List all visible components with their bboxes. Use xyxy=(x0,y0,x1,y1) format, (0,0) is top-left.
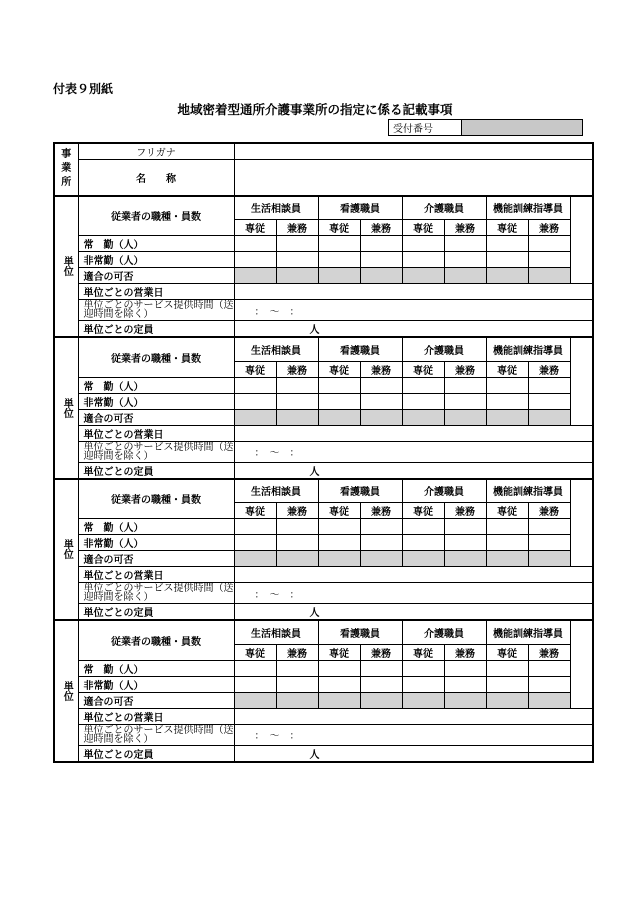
unit-3-sub-header-concurrent: 兼務 xyxy=(444,503,486,519)
unit-4-business-days-label: 単位ごとの営業日 xyxy=(78,708,234,724)
unit-4-parttime-cell[interactable] xyxy=(276,676,318,692)
unit-1-parttime-cell[interactable] xyxy=(486,252,528,268)
unit-2-blank-column xyxy=(570,337,593,425)
unit-3-sub-header-dedicated: 専従 xyxy=(234,503,276,519)
unit-2-capacity-field[interactable]: 人 xyxy=(234,462,593,479)
unit-2-parttime-cell[interactable] xyxy=(444,393,486,409)
unit-3-parttime-cell[interactable] xyxy=(234,535,276,551)
unit-3-parttime-cell[interactable] xyxy=(486,535,528,551)
unit-4-fulltime-cell[interactable] xyxy=(234,660,276,676)
unit-2-compliance-cell[interactable] xyxy=(318,409,360,425)
unit-4-capacity-label: 単位ごとの定員 xyxy=(78,745,234,762)
unit-4-compliance-cell[interactable] xyxy=(234,692,276,708)
unit-4-staff-header: 従業者の職種・員数 xyxy=(78,620,234,660)
unit-2-compliance-cell[interactable] xyxy=(234,409,276,425)
unit-2-sub-header-concurrent: 兼務 xyxy=(276,361,318,377)
unit-4-row-compliance-label: 適合の可否 xyxy=(78,692,234,708)
unit-1-compliance-cell[interactable] xyxy=(318,268,360,284)
unit-1-compliance-cell[interactable] xyxy=(360,268,402,284)
unit-3-compliance-cell[interactable] xyxy=(318,551,360,567)
unit-2-job-type-header: 看護職員 xyxy=(318,337,402,361)
furigana-field[interactable] xyxy=(234,143,593,160)
unit-2-fulltime-cell[interactable] xyxy=(444,377,486,393)
unit-2-parttime-cell[interactable] xyxy=(360,393,402,409)
unit-4-compliance-cell[interactable] xyxy=(528,692,570,708)
unit-2-fulltime-cell[interactable] xyxy=(276,377,318,393)
unit-4-job-type-header: 生活相談員 xyxy=(234,620,318,644)
unit-1-compliance-cell[interactable] xyxy=(486,268,528,284)
unit-2-parttime-cell[interactable] xyxy=(318,393,360,409)
unit-1-job-type-header: 看護職員 xyxy=(318,196,402,220)
unit-2-fulltime-cell[interactable] xyxy=(486,377,528,393)
unit-3-compliance-cell[interactable] xyxy=(234,551,276,567)
unit-4-sub-header-concurrent: 兼務 xyxy=(444,644,486,660)
unit-1-compliance-cell[interactable] xyxy=(276,268,318,284)
unit-2-capacity-label: 単位ごとの定員 xyxy=(78,462,234,479)
unit-4-parttime-cell[interactable] xyxy=(528,676,570,692)
unit-2-compliance-cell[interactable] xyxy=(486,409,528,425)
unit-2-fulltime-cell[interactable] xyxy=(234,377,276,393)
reception-number-box xyxy=(388,119,583,136)
unit-3-parttime-cell[interactable] xyxy=(276,535,318,551)
unit-1-vertical-label: 単位 xyxy=(54,196,78,338)
unit-4-fulltime-cell[interactable] xyxy=(318,660,360,676)
unit-3-parttime-cell[interactable] xyxy=(318,535,360,551)
unit-3-job-type-header: 看護職員 xyxy=(318,479,402,503)
unit-3-compliance-cell[interactable] xyxy=(444,551,486,567)
unit-1-sub-header-concurrent: 兼務 xyxy=(528,220,570,236)
unit-4-service-hours-label: 単位ごとのサービス提供時間（送迎時間を除く） xyxy=(78,724,234,745)
unit-4-sub-header-concurrent: 兼務 xyxy=(528,644,570,660)
unit-3-capacity-field[interactable]: 人 xyxy=(234,604,593,621)
unit-3-sub-header-dedicated: 専従 xyxy=(402,503,444,519)
unit-1-parttime-cell[interactable] xyxy=(360,252,402,268)
unit-4-compliance-cell[interactable] xyxy=(360,692,402,708)
unit-3-fulltime-cell[interactable] xyxy=(360,519,402,535)
unit-1-fulltime-cell[interactable] xyxy=(360,236,402,252)
unit-4-fulltime-cell[interactable] xyxy=(402,660,444,676)
unit-3-staff-header: 従業者の職種・員数 xyxy=(78,479,234,519)
unit-3-service-hours-field[interactable]: ： ～ ： xyxy=(234,583,593,604)
unit-3-parttime-cell[interactable] xyxy=(528,535,570,551)
unit-1-business-days-label: 単位ごとの営業日 xyxy=(78,284,234,300)
unit-4-capacity-field[interactable]: 人 xyxy=(234,745,593,762)
reception-number-field[interactable] xyxy=(462,120,583,136)
unit-1-service-hours-label: 単位ごとのサービス提供時間（送迎時間を除く） xyxy=(78,300,234,321)
unit-2-staff-header: 従業者の職種・員数 xyxy=(78,337,234,377)
unit-1-sub-header-dedicated: 専従 xyxy=(318,220,360,236)
unit-2-compliance-cell[interactable] xyxy=(528,409,570,425)
unit-3-fulltime-cell[interactable] xyxy=(528,519,570,535)
unit-4-parttime-cell[interactable] xyxy=(444,676,486,692)
office-name-field[interactable] xyxy=(234,160,593,196)
unit-3-job-type-header: 機能訓練指導員 xyxy=(486,479,570,503)
unit-2-job-type-header: 機能訓練指導員 xyxy=(486,337,570,361)
unit-2-row-fulltime-label: 常 勤（人） xyxy=(78,377,234,393)
unit-2-business-days-label: 単位ごとの営業日 xyxy=(78,425,234,441)
unit-3-compliance-cell[interactable] xyxy=(402,551,444,567)
unit-1-sub-header-concurrent: 兼務 xyxy=(360,220,402,236)
unit-4-vertical-label: 単位 xyxy=(54,620,78,762)
unit-2-fulltime-cell[interactable] xyxy=(402,377,444,393)
unit-1-blank-column xyxy=(570,196,593,284)
unit-3-fulltime-cell[interactable] xyxy=(276,519,318,535)
unit-4-fulltime-cell[interactable] xyxy=(444,660,486,676)
unit-4-compliance-cell[interactable] xyxy=(402,692,444,708)
unit-3-compliance-cell[interactable] xyxy=(528,551,570,567)
unit-1-capacity-label: 単位ごとの定員 xyxy=(78,321,234,338)
form-label: 付表９別紙 xyxy=(53,82,114,96)
unit-1-row-parttime-label: 非常勤（人） xyxy=(78,252,234,268)
unit-2-vertical-label: 単位 xyxy=(54,337,78,479)
unit-2-business-days-field[interactable] xyxy=(234,425,593,441)
unit-2-sub-header-dedicated: 専従 xyxy=(234,361,276,377)
unit-3-sub-header-concurrent: 兼務 xyxy=(360,503,402,519)
unit-2-job-type-header: 生活相談員 xyxy=(234,337,318,361)
unit-2-row-parttime-label: 非常勤（人） xyxy=(78,393,234,409)
unit-2-compliance-cell[interactable] xyxy=(444,409,486,425)
unit-1-fulltime-cell[interactable] xyxy=(444,236,486,252)
unit-2-parttime-cell[interactable] xyxy=(276,393,318,409)
unit-4-parttime-cell[interactable] xyxy=(402,676,444,692)
unit-3-sub-header-dedicated: 専従 xyxy=(486,503,528,519)
unit-4-sub-header-dedicated: 専従 xyxy=(234,644,276,660)
unit-4-business-days-field[interactable] xyxy=(234,708,593,724)
unit-2-sub-header-dedicated: 専従 xyxy=(402,361,444,377)
unit-1-parttime-cell[interactable] xyxy=(402,252,444,268)
unit-1-parttime-cell[interactable] xyxy=(234,252,276,268)
unit-2-sub-header-concurrent: 兼務 xyxy=(528,361,570,377)
unit-1-parttime-cell[interactable] xyxy=(444,252,486,268)
unit-1-compliance-cell[interactable] xyxy=(444,268,486,284)
unit-4-fulltime-cell[interactable] xyxy=(276,660,318,676)
unit-3-business-days-label: 単位ごとの営業日 xyxy=(78,567,234,583)
unit-2-service-hours-field[interactable]: ： ～ ： xyxy=(234,441,593,462)
unit-1-row-fulltime-label: 常 勤（人） xyxy=(78,236,234,252)
unit-4-sub-header-dedicated: 専従 xyxy=(402,644,444,660)
unit-4-fulltime-cell[interactable] xyxy=(528,660,570,676)
unit-1-parttime-cell[interactable] xyxy=(318,252,360,268)
unit-1-sub-header-dedicated: 専従 xyxy=(402,220,444,236)
unit-2-fulltime-cell[interactable] xyxy=(360,377,402,393)
unit-4-fulltime-cell[interactable] xyxy=(486,660,528,676)
unit-1-parttime-cell[interactable] xyxy=(276,252,318,268)
unit-1-row-compliance-label: 適合の可否 xyxy=(78,268,234,284)
unit-4-parttime-cell[interactable] xyxy=(234,676,276,692)
unit-4-row-fulltime-label: 常 勤（人） xyxy=(78,660,234,676)
page-title: 地域密着型通所介護事業所の指定に係る記載事項 xyxy=(177,102,453,117)
unit-2-parttime-cell[interactable] xyxy=(402,393,444,409)
unit-3-compliance-cell[interactable] xyxy=(360,551,402,567)
unit-2-compliance-cell[interactable] xyxy=(276,409,318,425)
unit-1-sub-header-concurrent: 兼務 xyxy=(276,220,318,236)
unit-4-compliance-cell[interactable] xyxy=(318,692,360,708)
unit-1-parttime-cell[interactable] xyxy=(528,252,570,268)
unit-4-row-parttime-label: 非常勤（人） xyxy=(78,676,234,692)
unit-3-service-hours-label: 単位ごとのサービス提供時間（送迎時間を除く） xyxy=(78,583,234,604)
unit-4-sub-header-dedicated: 専従 xyxy=(318,644,360,660)
unit-2-sub-header-concurrent: 兼務 xyxy=(444,361,486,377)
unit-2-parttime-cell[interactable] xyxy=(486,393,528,409)
unit-3-row-fulltime-label: 常 勤（人） xyxy=(78,519,234,535)
unit-3-vertical-label: 単位 xyxy=(54,479,78,621)
unit-2-service-hours-label: 単位ごとのサービス提供時間（送迎時間を除く） xyxy=(78,441,234,462)
unit-2-sub-header-dedicated: 専従 xyxy=(318,361,360,377)
unit-3-sub-header-concurrent: 兼務 xyxy=(276,503,318,519)
unit-4-parttime-cell[interactable] xyxy=(486,676,528,692)
unit-1-fulltime-cell[interactable] xyxy=(234,236,276,252)
unit-1-compliance-cell[interactable] xyxy=(528,268,570,284)
unit-1-fulltime-cell[interactable] xyxy=(528,236,570,252)
unit-3-compliance-cell[interactable] xyxy=(276,551,318,567)
unit-3-fulltime-cell[interactable] xyxy=(444,519,486,535)
unit-4-job-type-header: 機能訓練指導員 xyxy=(486,620,570,644)
unit-3-row-compliance-label: 適合の可否 xyxy=(78,551,234,567)
unit-3-sub-header-concurrent: 兼務 xyxy=(528,503,570,519)
unit-2-parttime-cell[interactable] xyxy=(528,393,570,409)
unit-1-compliance-cell[interactable] xyxy=(402,268,444,284)
unit-3-parttime-cell[interactable] xyxy=(360,535,402,551)
unit-2-compliance-cell[interactable] xyxy=(360,409,402,425)
unit-3-sub-header-dedicated: 専従 xyxy=(318,503,360,519)
unit-4-compliance-cell[interactable] xyxy=(276,692,318,708)
unit-4-sub-header-dedicated: 専従 xyxy=(486,644,528,660)
unit-4-blank-column xyxy=(570,620,593,708)
unit-3-parttime-cell[interactable] xyxy=(402,535,444,551)
unit-3-parttime-cell[interactable] xyxy=(444,535,486,551)
unit-4-job-type-header: 看護職員 xyxy=(318,620,402,644)
unit-1-fulltime-cell[interactable] xyxy=(276,236,318,252)
unit-3-business-days-field[interactable] xyxy=(234,567,593,583)
unit-3-blank-column xyxy=(570,479,593,567)
office-vertical-label: 事 業 所 xyxy=(54,143,78,196)
unit-3-row-parttime-label: 非常勤（人） xyxy=(78,535,234,551)
unit-3-job-type-header: 生活相談員 xyxy=(234,479,318,503)
unit-3-capacity-label: 単位ごとの定員 xyxy=(78,604,234,621)
unit-1-job-type-header: 介護職員 xyxy=(402,196,486,220)
unit-2-fulltime-cell[interactable] xyxy=(528,377,570,393)
unit-3-fulltime-cell[interactable] xyxy=(486,519,528,535)
unit-1-sub-header-dedicated: 専従 xyxy=(486,220,528,236)
unit-4-sub-header-concurrent: 兼務 xyxy=(360,644,402,660)
unit-2-compliance-cell[interactable] xyxy=(402,409,444,425)
unit-4-compliance-cell[interactable] xyxy=(444,692,486,708)
unit-1-fulltime-cell[interactable] xyxy=(486,236,528,252)
unit-3-fulltime-cell[interactable] xyxy=(234,519,276,535)
unit-3-compliance-cell[interactable] xyxy=(486,551,528,567)
unit-4-parttime-cell[interactable] xyxy=(360,676,402,692)
main-form-table xyxy=(53,142,594,763)
unit-1-sub-header-concurrent: 兼務 xyxy=(444,220,486,236)
unit-2-sub-header-concurrent: 兼務 xyxy=(360,361,402,377)
unit-2-sub-header-dedicated: 専従 xyxy=(486,361,528,377)
unit-4-job-type-header: 介護職員 xyxy=(402,620,486,644)
unit-4-service-hours-field[interactable]: ： ～ ： xyxy=(234,724,593,745)
unit-3-fulltime-cell[interactable] xyxy=(318,519,360,535)
unit-1-fulltime-cell[interactable] xyxy=(402,236,444,252)
office-name-label: 名 称 xyxy=(78,160,234,196)
unit-4-sub-header-concurrent: 兼務 xyxy=(276,644,318,660)
unit-1-job-type-header: 生活相談員 xyxy=(234,196,318,220)
unit-4-parttime-cell[interactable] xyxy=(318,676,360,692)
unit-1-capacity-field[interactable]: 人 xyxy=(234,321,593,338)
unit-1-job-type-header: 機能訓練指導員 xyxy=(486,196,570,220)
unit-1-business-days-field[interactable] xyxy=(234,284,593,300)
unit-2-fulltime-cell[interactable] xyxy=(318,377,360,393)
unit-2-parttime-cell[interactable] xyxy=(234,393,276,409)
unit-1-fulltime-cell[interactable] xyxy=(318,236,360,252)
unit-4-fulltime-cell[interactable] xyxy=(360,660,402,676)
unit-1-service-hours-field[interactable]: ： ～ ： xyxy=(234,300,593,321)
unit-1-compliance-cell[interactable] xyxy=(234,268,276,284)
unit-2-job-type-header: 介護職員 xyxy=(402,337,486,361)
unit-3-fulltime-cell[interactable] xyxy=(402,519,444,535)
reception-number-label: 受付番号 xyxy=(389,120,462,136)
unit-1-sub-header-dedicated: 専従 xyxy=(234,220,276,236)
unit-4-compliance-cell[interactable] xyxy=(486,692,528,708)
furigana-label: フリガナ xyxy=(78,143,234,160)
unit-3-job-type-header: 介護職員 xyxy=(402,479,486,503)
unit-1-staff-header: 従業者の職種・員数 xyxy=(78,196,234,236)
unit-2-row-compliance-label: 適合の可否 xyxy=(78,409,234,425)
